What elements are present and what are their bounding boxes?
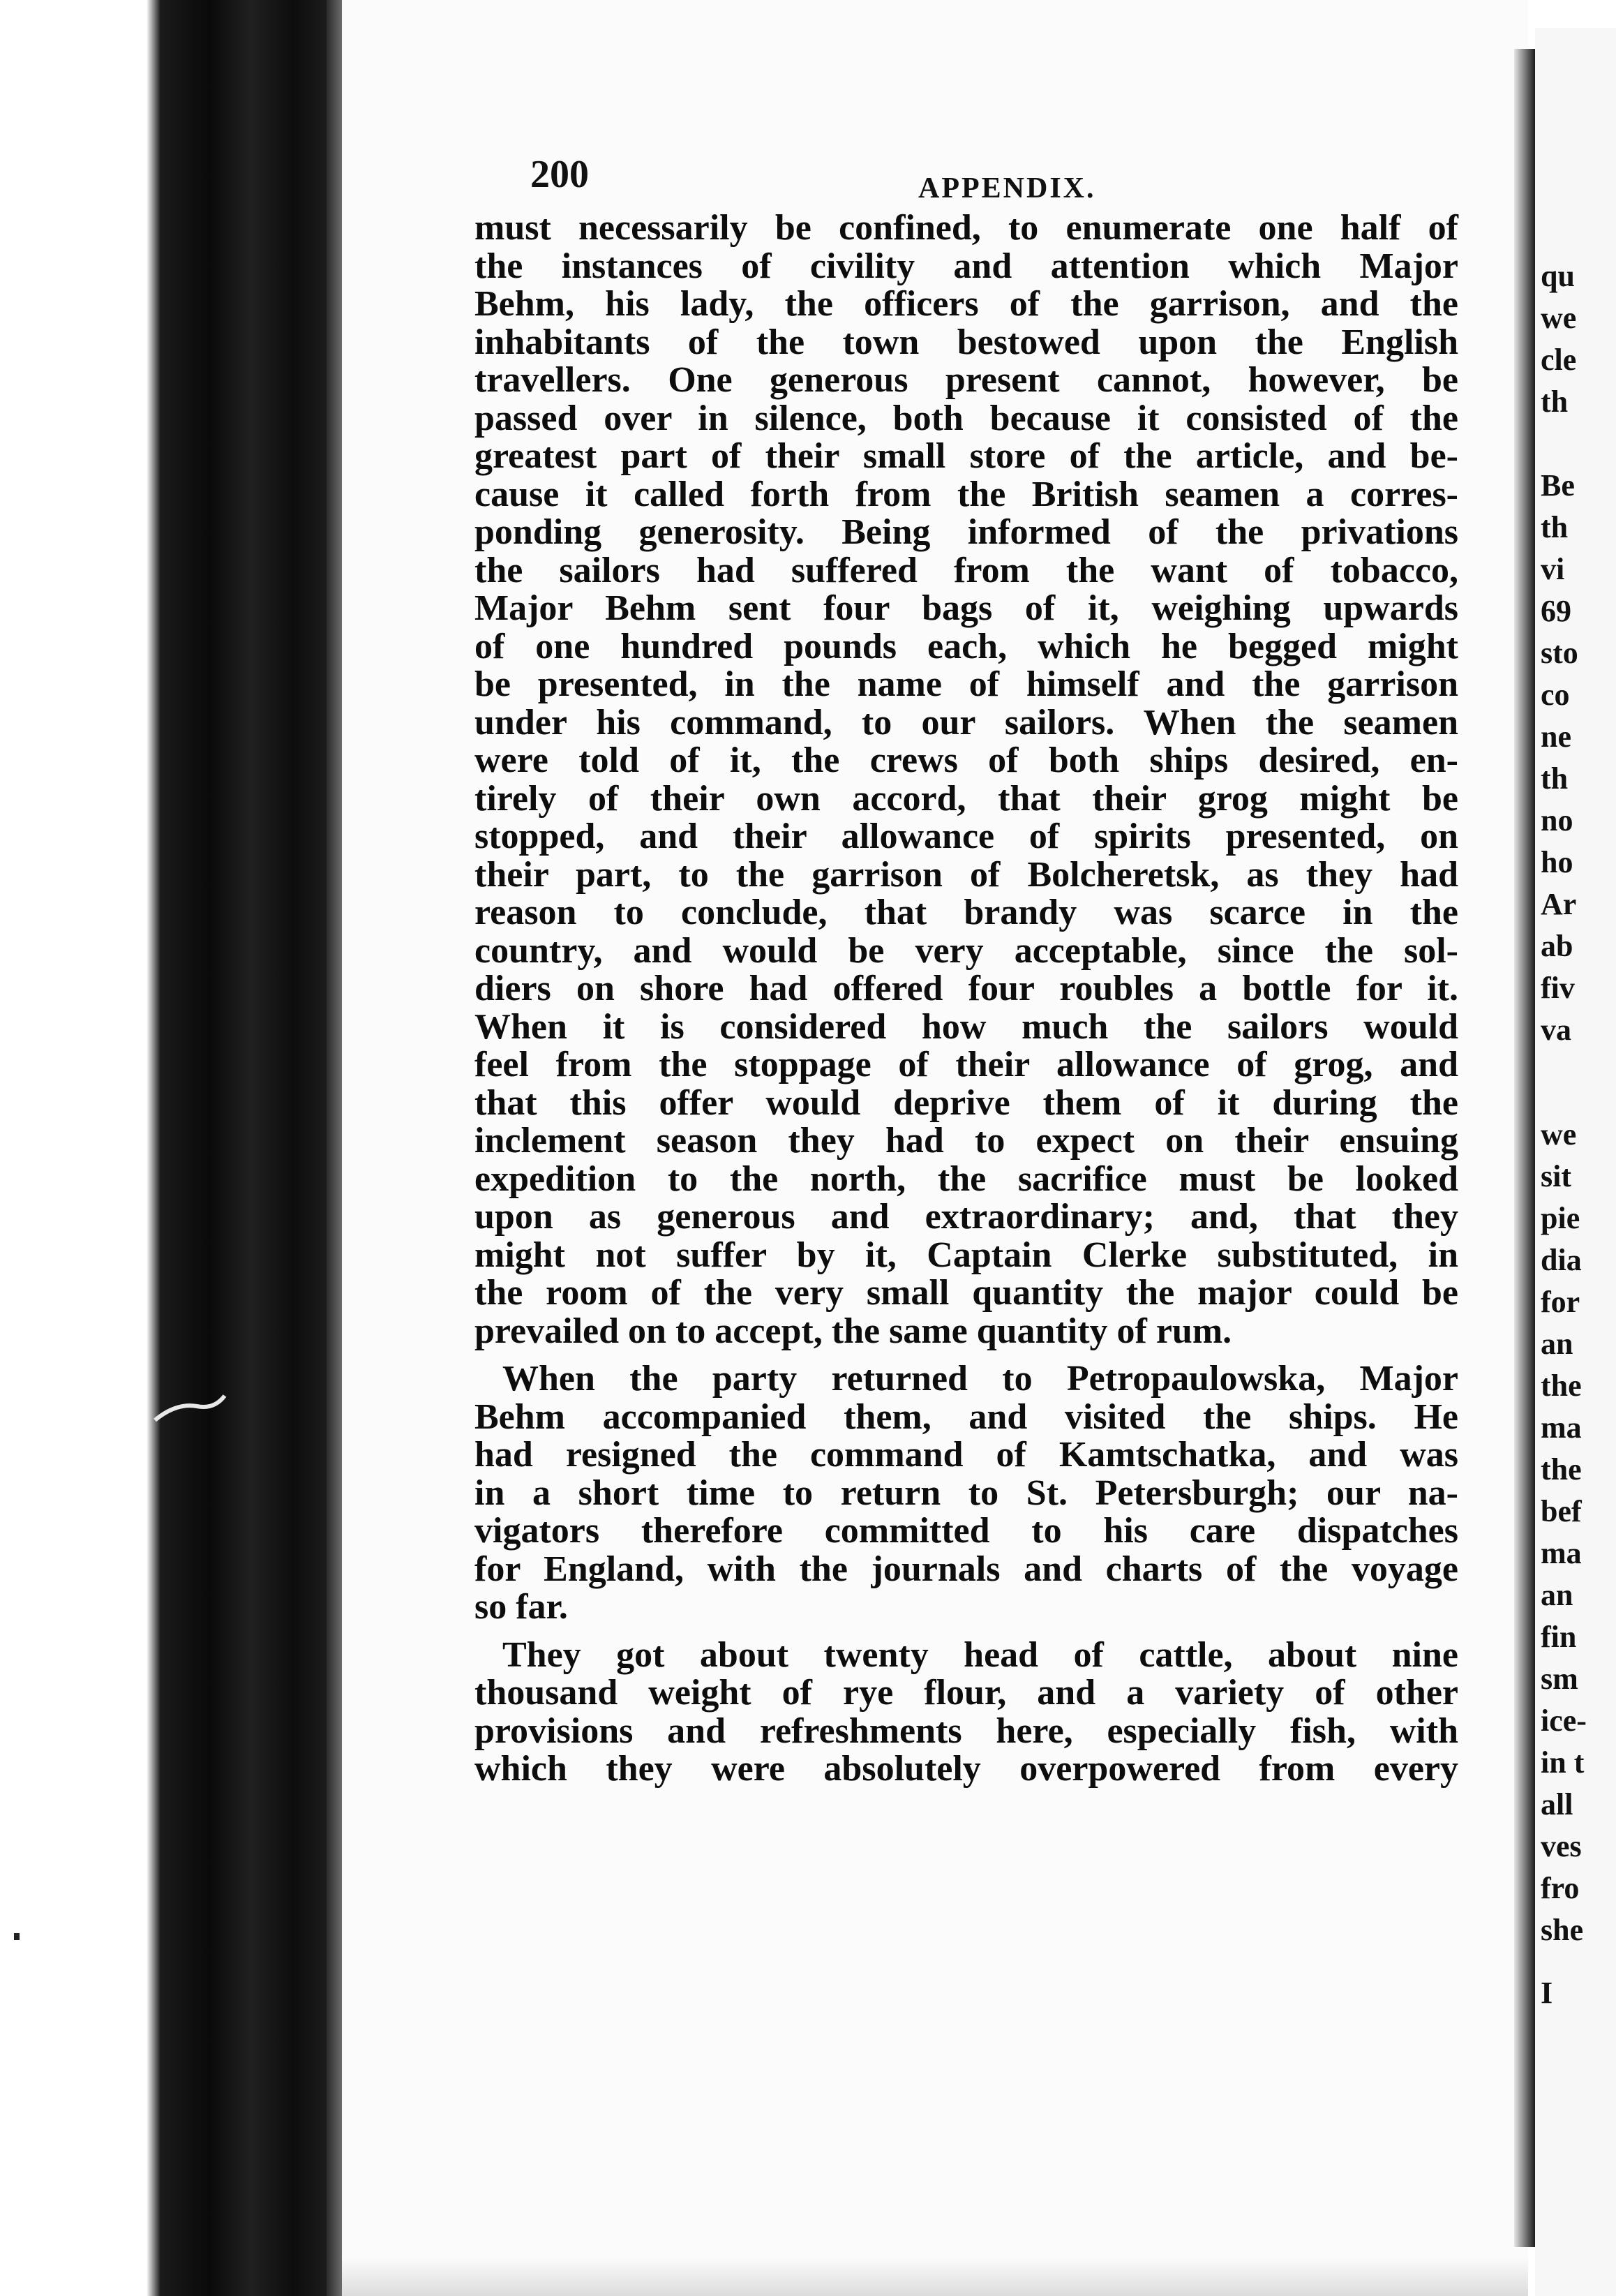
next-page-fragment: in t bbox=[1541, 1745, 1585, 1780]
next-page-fragment: the bbox=[1541, 1369, 1582, 1403]
next-page-fragment: an bbox=[1541, 1327, 1573, 1361]
text-line: cause it called forth from the British seamen a corres- bbox=[474, 474, 1458, 514]
text-line: prevailed on to accept, the same quantity of rum. bbox=[474, 1311, 1232, 1351]
margin-smudge bbox=[148, 1389, 232, 1431]
text-line: thousand weight of rye flour, and a variety of other bbox=[474, 1673, 1458, 1713]
next-page-fragment: pie bbox=[1541, 1201, 1580, 1235]
next-page-fragment: ma bbox=[1541, 1410, 1582, 1445]
text-line: Major Behm sent four bags of it, weighing upwards bbox=[474, 588, 1458, 628]
next-page-fragment: bef bbox=[1541, 1494, 1582, 1528]
next-page-fragment: vi bbox=[1541, 552, 1565, 586]
text-line: country, and would be very acceptable, since the sol- bbox=[474, 930, 1458, 971]
text-line: expedition to the north, the sacrifice must be looked bbox=[474, 1158, 1458, 1199]
text-line: the instances of civility and attention which Major bbox=[474, 246, 1458, 286]
next-page-fragment: fro bbox=[1541, 1871, 1580, 1905]
next-page-fragment: ne bbox=[1541, 720, 1571, 754]
next-page-fragment: ice- bbox=[1541, 1704, 1587, 1738]
next-page-fragment: dia bbox=[1541, 1243, 1582, 1277]
next-page-fragment: co bbox=[1541, 678, 1570, 712]
next-page-fragment: sit bbox=[1541, 1159, 1571, 1193]
next-page-fragment: ves bbox=[1541, 1829, 1582, 1863]
text-line: feel from the stoppage of their allowance of grog, and bbox=[474, 1045, 1458, 1084]
text-line: the room of the very small quantity the major could be bbox=[474, 1273, 1458, 1313]
next-page-fragment: for bbox=[1541, 1285, 1580, 1319]
text-line: were told of it, the crews of both ships desired, en- bbox=[474, 740, 1458, 780]
text-line: passed over in silence, both because it consisted of the bbox=[474, 398, 1458, 438]
text-line: under his command, to our sailors. When the seamen bbox=[474, 702, 1458, 743]
next-page-fragment: th bbox=[1541, 761, 1569, 796]
text-line: so far. bbox=[474, 1587, 568, 1627]
text-line: tirely of their own accord, that their grog might be bbox=[474, 778, 1458, 819]
book-spine bbox=[0, 0, 342, 2296]
page-gutter-shadow bbox=[1514, 49, 1535, 2247]
text-line: travellers. One generous present cannot, however, be bbox=[474, 360, 1458, 400]
body-text bbox=[474, 209, 1458, 1789]
text-line: Behm accompanied them, and visited the ships. He bbox=[474, 1396, 1458, 1437]
text-line: provisions and refreshments here, especially fish, with bbox=[474, 1710, 1458, 1751]
text-line: They got about twenty head of cattle, about nine bbox=[502, 1634, 1458, 1675]
next-page-fragment: sm bbox=[1541, 1662, 1578, 1696]
text-line: vigators therefore committed to his care dispatches bbox=[474, 1511, 1458, 1551]
text-line: ponding generosity. Being informed of the privations bbox=[474, 512, 1458, 552]
next-page-fragment: I bbox=[1541, 1976, 1553, 2010]
next-page-fragment: sto bbox=[1541, 636, 1578, 670]
page-number: 200 bbox=[530, 153, 589, 196]
next-page-fragment: th bbox=[1541, 385, 1569, 419]
next-page-fragment: no bbox=[1541, 803, 1573, 837]
text-line: reason to conclude, that brandy was scarce in the bbox=[474, 893, 1458, 932]
next-page-fragment: fin bbox=[1541, 1620, 1577, 1654]
next-page-fragment: cle bbox=[1541, 343, 1577, 377]
running-head: APPENDIX. bbox=[918, 172, 1096, 204]
next-page-fragment: all bbox=[1541, 1787, 1573, 1821]
text-line: their part, to the garrison of Bolcheretsk, as they had bbox=[474, 854, 1458, 895]
text-line: must necessarily be confined, to enumerate one half of bbox=[474, 208, 1458, 248]
text-line: stopped, and their allowance of spirits presented, on bbox=[474, 817, 1458, 856]
next-page-fragment: we bbox=[1541, 1117, 1577, 1151]
next-page-fragment: ab bbox=[1541, 929, 1573, 963]
next-page-fragment: fiv bbox=[1541, 971, 1575, 1005]
page-bottom-shadow bbox=[342, 2258, 1528, 2296]
text-line: Behm, his lady, the officers of the garrison, and the bbox=[474, 284, 1458, 324]
text-line: upon as generous and extraordinary; and, that they bbox=[474, 1197, 1458, 1237]
next-page-fragment: va bbox=[1541, 1013, 1571, 1047]
next-page-edge bbox=[1535, 28, 1616, 2296]
text-line: in a short time to return to St. Petersburgh; our na- bbox=[474, 1473, 1458, 1513]
text-line: be presented, in the name of himself and the garrison bbox=[474, 664, 1458, 704]
text-line: inhabitants of the town bestowed upon the English bbox=[474, 322, 1458, 362]
next-page-fragment: ho bbox=[1541, 845, 1573, 879]
text-line: that this offer would deprive them of it during the bbox=[474, 1082, 1458, 1123]
next-page-fragment: we bbox=[1541, 301, 1577, 335]
next-page-fragment: th bbox=[1541, 510, 1569, 544]
next-page-fragment: she bbox=[1541, 1913, 1584, 1947]
text-line: inclement season they had to expect on their ensuing bbox=[474, 1121, 1458, 1161]
text-line: greatest part of their small store of the article, and be- bbox=[474, 436, 1458, 476]
text-line: When the party returned to Petropaulowska, Major bbox=[502, 1359, 1458, 1399]
text-line: which they were absolutely overpowered from every bbox=[474, 1749, 1458, 1789]
next-page-fragment: Ar bbox=[1541, 887, 1577, 921]
spine-edge bbox=[327, 0, 342, 2296]
next-page-fragment: qu bbox=[1541, 259, 1575, 293]
scan-speck bbox=[14, 1933, 20, 1940]
text-line: had resigned the command of Kamtschatka, and was bbox=[474, 1435, 1458, 1475]
next-page-fragment: an bbox=[1541, 1578, 1573, 1612]
text-line: for England, with the journals and charts of the voyage bbox=[474, 1549, 1458, 1589]
text-line: of one hundred pounds each, which he begged might bbox=[474, 626, 1458, 666]
text-line: diers on shore had offered four roubles a bottle for it. bbox=[474, 969, 1458, 1008]
next-page-fragment: Be bbox=[1541, 468, 1575, 502]
next-page-fragment: the bbox=[1541, 1452, 1582, 1486]
text-line: the sailors had suffered from the want of tobacco, bbox=[474, 550, 1458, 590]
text-line: might not suffer by it, Captain Clerke substituted, in bbox=[474, 1235, 1458, 1275]
text-line: When it is considered how much the sailors would bbox=[474, 1006, 1458, 1047]
next-page-fragment: ma bbox=[1541, 1536, 1582, 1570]
next-page-fragment: 69 bbox=[1541, 594, 1571, 628]
